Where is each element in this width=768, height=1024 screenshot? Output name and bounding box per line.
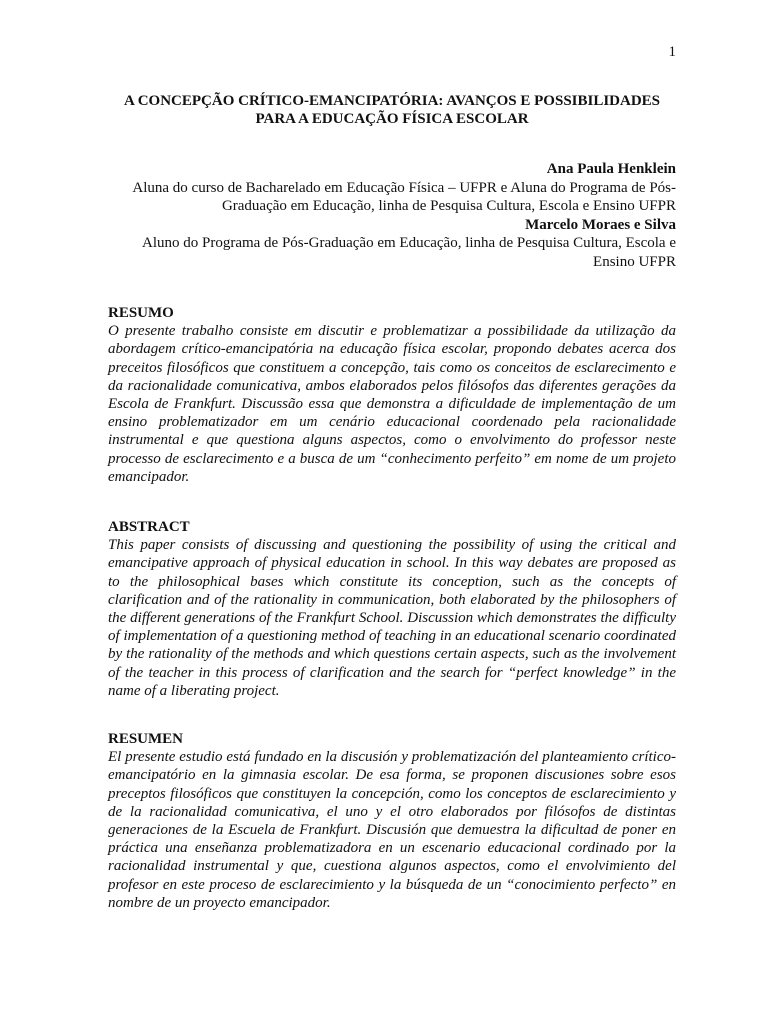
author-block bbox=[108, 160, 676, 271]
resumo-section bbox=[108, 304, 676, 486]
abstract-section bbox=[108, 518, 676, 700]
page-number: 1 bbox=[668, 44, 676, 60]
abstract-heading: ABSTRACT bbox=[108, 519, 190, 535]
author-affiliation-2: Aluno do Programa de Pós-Graduação em Educação, linha de Pesquisa Cultura, Escola e Ensino UFPR bbox=[141, 235, 676, 270]
author-name-2: Marcelo Moraes e Silva bbox=[525, 216, 676, 233]
author-affiliation-1: Aluna do curso de Bacharelado em Educação Física – UFPR e Aluna do Programa de Pós-Graduação em Educação, linha de Pesquisa Cultura, Escola e Ensino UFPR bbox=[132, 179, 676, 214]
title-line-1: A CONCEPÇÃO CRÍTICO-EMANCIPATÓRIA: AVANÇOS E POSSIBILIDADES bbox=[123, 93, 661, 109]
resumo-text: O presente trabalho consiste em discutir e problematizar a possibilidade da utilização da abordagem crítico-emancipatória na educação física escolar, propondo debates acerca dos preceitos filosóficos que constituem a concepção, tais como os conceitos de esclarecimento e da racionalidade comunicativa, ambos elaborados pelos filósofos das diferentes gerações da Escola de Frankfurt. Discussão essa que demonstra a dificuldade de implementação de um ensino problematizador em um cenário educacional coordenado pela racionalidade instrumental e que questiona alguns aspectos, como o envolvimento do professor neste processo de esclarecimento e a busca de um “conhecimento perfeito” em nome de um projeto emancipador. bbox=[108, 323, 676, 485]
paper-title bbox=[108, 92, 676, 128]
author-name-1: Ana Paula Henklein bbox=[546, 161, 676, 177]
title-line-2: PARA A EDUCAÇÃO FÍSICA ESCOLAR bbox=[255, 111, 529, 127]
resumen-heading: RESUMEN bbox=[108, 731, 184, 747]
resumo-heading: RESUMO bbox=[108, 305, 174, 321]
resumen-text: El presente estudio está fundado en la discusión y problematización del planteamiento crítico-emancipatório en la gimnasia escolar. De esa forma, se proponen discusiones sobre esos preceptos filosóficos que constituyen la concepción, como los conceptos de esclarecimiento y de la racionalidad comunicativa, el uno y el otro elaborados por filósofos de distintas generaciones de la Escuela de Frankfurt. Discusión que demuestra la dificultad de poner en práctica una enseñanza problematizadora en un escenario educacional cordinado por la racionalidad instrumental y que, cuestiona algunos aspectos, como el envolvimiento del profesor en este proceso de esclarecimiento y la búsqueda de un “conocimiento perfecto” en nombre de un proyecto emancipador. bbox=[108, 749, 676, 911]
resumen-section bbox=[108, 730, 676, 912]
abstract-text: This paper consists of discussing and questioning the possibility of using the critical and emancipative approach of physical education in school. In this way debates are proposed as to the philosophical bases which constitute its conception, such as the concepts of clarification and of the rationality in communication, both elaborated by the philosophers of the different generations of the Frankfurt School. Discussion which demonstrates the difficulty of implementation of a questioning method of teaching in an educational scenario coordinated by the rationality of the methods and which questions certain aspects, such as the involvement of the teacher in this process of clarification and the search for “perfect knowledge” in the name of a liberating project. bbox=[108, 537, 676, 699]
